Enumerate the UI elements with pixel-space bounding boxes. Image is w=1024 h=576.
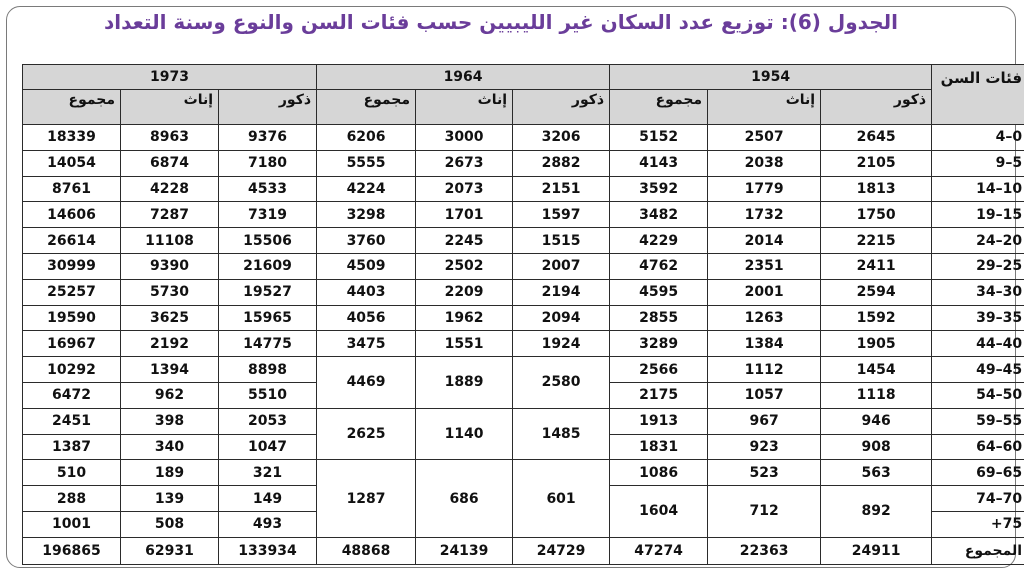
total-header-1954: مجموع xyxy=(610,90,708,125)
cell: 19590 xyxy=(23,305,121,331)
cell: 7287 xyxy=(121,202,219,228)
cell: 24139 xyxy=(416,537,513,564)
cell: 133934 xyxy=(219,537,317,564)
cell: 9376 xyxy=(219,125,317,151)
cell: 1551 xyxy=(416,331,513,357)
cell: 196865 xyxy=(23,537,121,564)
cell: 4143 xyxy=(610,150,708,176)
cell: 62931 xyxy=(121,537,219,564)
cell: 1597 xyxy=(513,202,610,228)
age-cell: 45–49 xyxy=(932,357,1024,383)
cell: 2566 xyxy=(610,357,708,383)
female-header-1964: إناث xyxy=(416,90,513,125)
cell: 2594 xyxy=(821,279,932,305)
cell: 962 xyxy=(121,382,219,408)
cell: 7180 xyxy=(219,150,317,176)
cell: 2175 xyxy=(610,382,708,408)
cell: 2855 xyxy=(610,305,708,331)
cell: 493 xyxy=(219,511,317,537)
cell: 908 xyxy=(821,434,932,460)
age-cell: 15–19 xyxy=(932,202,1024,228)
cell: 1047 xyxy=(219,434,317,460)
cell: 3298 xyxy=(317,202,416,228)
year-header-1954: 1954 xyxy=(610,65,932,90)
merged-cell: 1140 xyxy=(416,408,513,460)
cell: 5730 xyxy=(121,279,219,305)
cell: 189 xyxy=(121,460,219,486)
cell: 340 xyxy=(121,434,219,460)
cell: 1913 xyxy=(610,408,708,434)
age-cell: 50–54 xyxy=(932,382,1024,408)
cell: 1592 xyxy=(821,305,932,331)
total-header-1964: مجموع xyxy=(317,90,416,125)
merged-cell: 1604 xyxy=(610,486,708,538)
cell: 1384 xyxy=(708,331,821,357)
female-header-1954: إناث xyxy=(708,90,821,125)
cell: 3289 xyxy=(610,331,708,357)
cell: 2451 xyxy=(23,408,121,434)
cell: 2209 xyxy=(416,279,513,305)
cell: 14054 xyxy=(23,150,121,176)
cell: 3760 xyxy=(317,228,416,254)
table-row xyxy=(23,253,1024,279)
cell: 18339 xyxy=(23,125,121,151)
table-row xyxy=(23,331,1024,357)
age-cell: 40–44 xyxy=(932,331,1024,357)
cell: 2645 xyxy=(821,125,932,151)
cell: 2014 xyxy=(708,228,821,254)
cell: 1086 xyxy=(610,460,708,486)
population-table xyxy=(22,64,1024,565)
merged-cell: 4469 xyxy=(317,357,416,409)
cell: 2882 xyxy=(513,150,610,176)
merged-cell: 1287 xyxy=(317,460,416,537)
year-header-1973: 1973 xyxy=(23,65,317,90)
age-cell: 20–24 xyxy=(932,228,1024,254)
cell: 523 xyxy=(708,460,821,486)
cell: 2351 xyxy=(708,253,821,279)
cell: 1732 xyxy=(708,202,821,228)
merged-cell: 686 xyxy=(416,460,513,537)
cell: 24911 xyxy=(821,537,932,564)
cell: 5555 xyxy=(317,150,416,176)
merged-cell: 2625 xyxy=(317,408,416,460)
cell: 15965 xyxy=(219,305,317,331)
merged-cell: 601 xyxy=(513,460,610,537)
cell: 8898 xyxy=(219,357,317,383)
cell: 3475 xyxy=(317,331,416,357)
cell: 288 xyxy=(23,486,121,512)
cell: 26614 xyxy=(23,228,121,254)
cell: 1831 xyxy=(610,434,708,460)
cell: 2073 xyxy=(416,176,513,202)
cell: 1750 xyxy=(821,202,932,228)
cell: 967 xyxy=(708,408,821,434)
age-cell: 10–14 xyxy=(932,176,1024,202)
cell: 2105 xyxy=(821,150,932,176)
table-row xyxy=(23,305,1024,331)
total-header-1973: مجموع xyxy=(23,90,121,125)
cell: 6874 xyxy=(121,150,219,176)
merged-cell: 1889 xyxy=(416,357,513,409)
cell: 1454 xyxy=(821,357,932,383)
cell: 3206 xyxy=(513,125,610,151)
cell: 4224 xyxy=(317,176,416,202)
cell: 2053 xyxy=(219,408,317,434)
age-cell: 70–74 xyxy=(932,486,1024,512)
age-cell: 0–4 xyxy=(932,125,1024,151)
male-header-1954: ذكور xyxy=(821,90,932,125)
age-cell: 5–9 xyxy=(932,150,1024,176)
table-row xyxy=(23,125,1024,151)
cell: 2502 xyxy=(416,253,513,279)
cell: 1924 xyxy=(513,331,610,357)
cell: 8761 xyxy=(23,176,121,202)
cell: 1905 xyxy=(821,331,932,357)
cell: 4403 xyxy=(317,279,416,305)
total-row xyxy=(23,537,1024,564)
cell: 2673 xyxy=(416,150,513,176)
table-row xyxy=(23,408,1024,434)
cell: 1962 xyxy=(416,305,513,331)
cell: 2094 xyxy=(513,305,610,331)
cell: 1118 xyxy=(821,382,932,408)
age-cell: 75+ xyxy=(932,511,1024,537)
cell: 6472 xyxy=(23,382,121,408)
cell: 2411 xyxy=(821,253,932,279)
table-row xyxy=(23,228,1024,254)
cell: 1515 xyxy=(513,228,610,254)
cell: 2151 xyxy=(513,176,610,202)
cell: 1057 xyxy=(708,382,821,408)
cell: 1112 xyxy=(708,357,821,383)
cell: 15506 xyxy=(219,228,317,254)
cell: 8963 xyxy=(121,125,219,151)
cell: 923 xyxy=(708,434,821,460)
cell: 47274 xyxy=(610,537,708,564)
age-cell: 35–39 xyxy=(932,305,1024,331)
table-title: الجدول (6): توزيع عدد السكان غير الليبيين حسب فئات السن والنوع وسنة التعداد xyxy=(103,10,898,34)
merged-cell: 892 xyxy=(821,486,932,538)
merged-cell: 712 xyxy=(708,486,821,538)
cell: 4229 xyxy=(610,228,708,254)
cell: 2194 xyxy=(513,279,610,305)
cell: 2007 xyxy=(513,253,610,279)
cell: 22363 xyxy=(708,537,821,564)
cell: 3000 xyxy=(416,125,513,151)
age-cell: 30–34 xyxy=(932,279,1024,305)
cell: 321 xyxy=(219,460,317,486)
cell: 946 xyxy=(821,408,932,434)
cell: 4056 xyxy=(317,305,416,331)
male-header-1964: ذكور xyxy=(513,90,610,125)
cell: 1813 xyxy=(821,176,932,202)
table-row xyxy=(23,150,1024,176)
female-header-1973: إناث xyxy=(121,90,219,125)
cell: 3625 xyxy=(121,305,219,331)
total-label: المجموع xyxy=(932,537,1024,564)
age-cell: 55–59 xyxy=(932,408,1024,434)
table-row xyxy=(23,176,1024,202)
cell: 24729 xyxy=(513,537,610,564)
age-cell: 25–29 xyxy=(932,253,1024,279)
cell: 149 xyxy=(219,486,317,512)
cell: 398 xyxy=(121,408,219,434)
cell: 4762 xyxy=(610,253,708,279)
age-cell: 65–69 xyxy=(932,460,1024,486)
cell: 48868 xyxy=(317,537,416,564)
cell: 6206 xyxy=(317,125,416,151)
cell: 3592 xyxy=(610,176,708,202)
merged-cell: 1485 xyxy=(513,408,610,460)
cell: 10292 xyxy=(23,357,121,383)
table-row xyxy=(23,460,1024,486)
cell: 2038 xyxy=(708,150,821,176)
cell: 14606 xyxy=(23,202,121,228)
cell: 508 xyxy=(121,511,219,537)
cell: 2507 xyxy=(708,125,821,151)
cell: 7319 xyxy=(219,202,317,228)
cell: 510 xyxy=(23,460,121,486)
cell: 1387 xyxy=(23,434,121,460)
table-row xyxy=(23,357,1024,383)
table-row xyxy=(23,279,1024,305)
cell: 16967 xyxy=(23,331,121,357)
cell: 14775 xyxy=(219,331,317,357)
cell: 1263 xyxy=(708,305,821,331)
table-row xyxy=(23,202,1024,228)
male-header-1973: ذكور xyxy=(219,90,317,125)
cell: 2192 xyxy=(121,331,219,357)
cell: 563 xyxy=(821,460,932,486)
cell: 19527 xyxy=(219,279,317,305)
cell: 5510 xyxy=(219,382,317,408)
cell: 4509 xyxy=(317,253,416,279)
cell: 21609 xyxy=(219,253,317,279)
cell: 139 xyxy=(121,486,219,512)
cell: 11108 xyxy=(121,228,219,254)
cell: 4228 xyxy=(121,176,219,202)
cell: 1394 xyxy=(121,357,219,383)
cell: 2245 xyxy=(416,228,513,254)
cell: 1001 xyxy=(23,511,121,537)
cell: 9390 xyxy=(121,253,219,279)
cell: 4595 xyxy=(610,279,708,305)
cell: 2215 xyxy=(821,228,932,254)
year-header-1964: 1964 xyxy=(317,65,610,90)
cell: 30999 xyxy=(23,253,121,279)
cell: 3482 xyxy=(610,202,708,228)
age-cell: 60–64 xyxy=(932,434,1024,460)
cell: 25257 xyxy=(23,279,121,305)
cell: 2001 xyxy=(708,279,821,305)
merged-cell: 2580 xyxy=(513,357,610,409)
cell: 4533 xyxy=(219,176,317,202)
cell: 1779 xyxy=(708,176,821,202)
cell: 1701 xyxy=(416,202,513,228)
age-group-header: فئات السن xyxy=(932,65,1024,125)
cell: 5152 xyxy=(610,125,708,151)
